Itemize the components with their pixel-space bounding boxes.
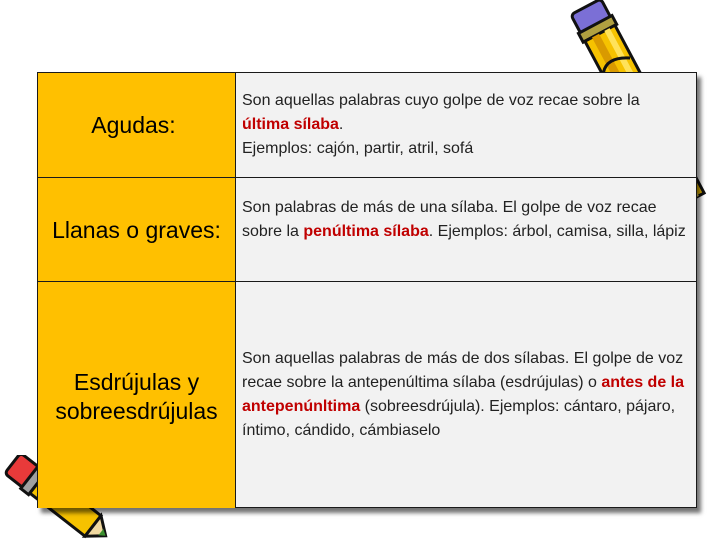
table-row bbox=[38, 281, 696, 508]
definition-cell bbox=[236, 178, 696, 282]
definition-text: . bbox=[338, 116, 344, 133]
definition-text: Son aquellas palabras de más de dos sílabas. El golpe de voz recae sobre la antepenúltima sílaba (esdrújulas) o bbox=[242, 350, 684, 391]
term-cell bbox=[38, 178, 236, 282]
table-row bbox=[38, 177, 696, 282]
highlighted-term: antes de la antepenúnltima bbox=[242, 374, 685, 415]
definition-text: Son aquellas palabras cuyo golpe de voz recae sobre la bbox=[242, 92, 640, 109]
term-cell bbox=[38, 73, 236, 177]
definition-text: (sobreesdrújula). Ejemplos: cántaro, pájaro, íntimo, cándido, cámbiaselo bbox=[242, 398, 676, 439]
definition-cell bbox=[236, 282, 696, 508]
term-cell bbox=[38, 282, 236, 508]
examples-text: Ejemplos: cajón, partir, atril, sofá bbox=[242, 140, 474, 157]
table-row bbox=[38, 73, 696, 177]
definition-text: Son palabras de más de una sílaba. El golpe de voz recae sobre la bbox=[242, 199, 657, 240]
term-label: Agudas: bbox=[91, 111, 176, 138]
term-label: Esdrújulas y bbox=[73, 369, 200, 395]
term-label: Llanas o graves: bbox=[52, 216, 221, 243]
term-label: sobreesdrújulas bbox=[55, 398, 218, 424]
highlighted-term: penúltima sílaba bbox=[303, 223, 429, 240]
definition-text: . Ejemplos: árbol, camisa, silla, lápiz bbox=[428, 223, 686, 240]
definition-cell bbox=[236, 73, 696, 177]
syllable-stress-table bbox=[37, 72, 697, 508]
highlighted-term: última sílaba bbox=[242, 116, 339, 133]
